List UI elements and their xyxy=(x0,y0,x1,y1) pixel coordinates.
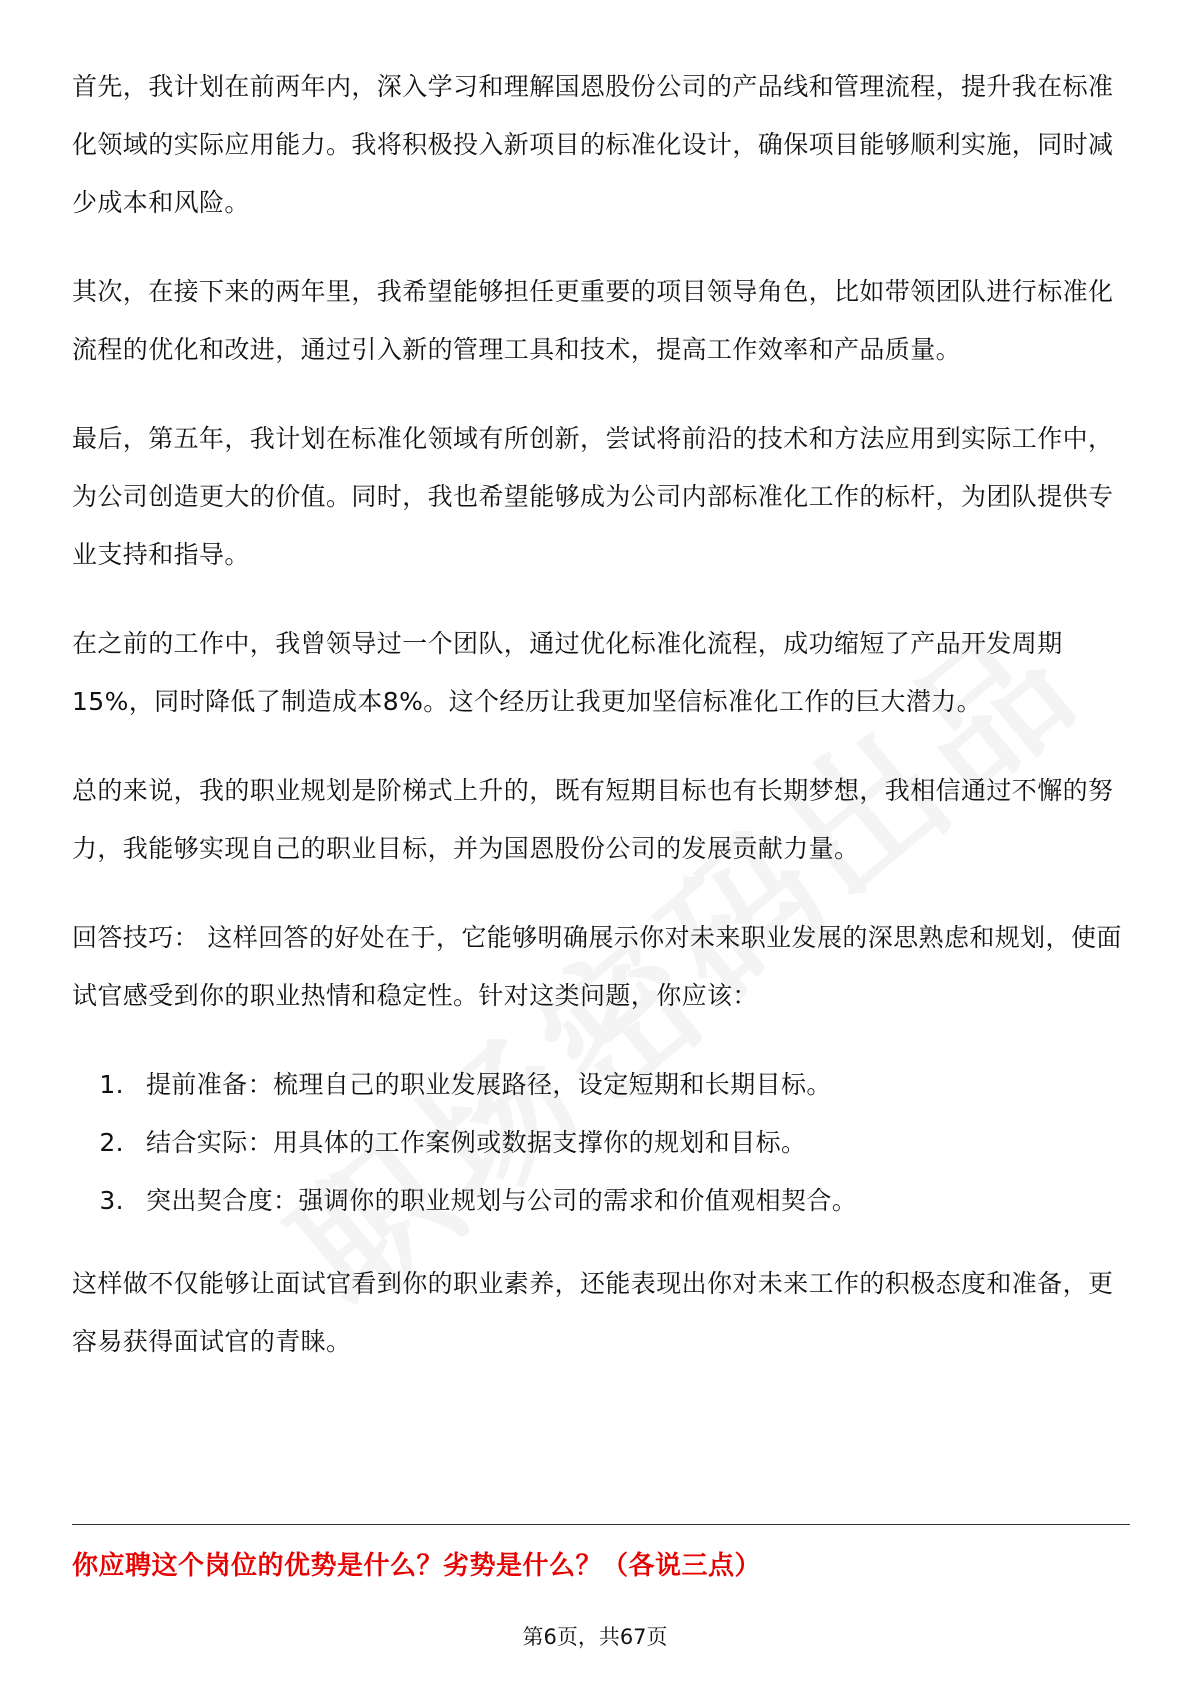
list-text: 结合实际：用具体的工作案例或数据支撑你的规划和目标。 xyxy=(146,1128,807,1157)
paragraph-summary: 总的来说，我的职业规划是阶梯式上升的，既有短期目标也有长期梦想，我相信通过不懈的努力，我能够实现自己的职业目标，并为国恩股份公司的发展贡献力量。 xyxy=(72,776,1114,863)
list-text: 提前准备：梳理自己的职业发展路径，设定短期和长期目标。 xyxy=(146,1070,832,1099)
section-divider xyxy=(72,1524,1130,1525)
list-number: 2. xyxy=(99,1128,124,1157)
list-item xyxy=(72,1114,1132,1172)
paragraph-plan-final: 最后，第五年，我计划在标准化领域有所创新，尝试将前沿的技术和方法应用到实际工作中，为公司创造更大的价值。同时，我也希望能够成为公司内部标准化工作的标杆，为团队提供专业支持和指导。 xyxy=(72,424,1114,569)
list-number: 3. xyxy=(99,1186,124,1215)
question-heading: 你应聘这个岗位的优势是什么？劣势是什么？（各说三点） xyxy=(72,1551,762,1581)
list-item xyxy=(72,1056,1132,1114)
list-text: 突出契合度：强调你的职业规划与公司的需求和价值观相契合。 xyxy=(146,1186,858,1215)
paragraph-plan-first: 首先，我计划在前两年内，深入学习和理解国恩股份公司的产品线和管理流程，提升我在标准化领域的实际应用能力。我将积极投入新项目的标准化设计，确保项目能够顺利实施，同时减少成本和风险。 xyxy=(72,72,1114,217)
paragraph-tips: 回答技巧： 这样回答的好处在于，它能够明确展示你对未来职业发展的深思熟虑和规划，使面试官感受到你的职业热情和稳定性。针对这类问题，你应该： xyxy=(72,923,1122,1010)
paragraph-closing: 这样做不仅能够让面试官看到你的职业素养，还能表现出你对未来工作的积极态度和准备，更容易获得面试官的青睐。 xyxy=(72,1269,1114,1356)
page-number: 第6页，共67页 xyxy=(522,1625,668,1649)
list-number: 1. xyxy=(99,1070,124,1099)
paragraph-experience: 在之前的工作中，我曾领导过一个团队，通过优化标准化流程，成功缩短了产品开发周期15%，同时降低了制造成本8%。这个经历让我更加坚信标准化工作的巨大潜力。 xyxy=(72,629,1063,716)
tips-list xyxy=(72,1056,1132,1230)
document-body xyxy=(72,58,1132,1402)
list-item xyxy=(72,1172,1132,1230)
paragraph-plan-second: 其次，在接下来的两年里，我希望能够担任更重要的项目领导角色，比如带领团队进行标准化流程的优化和改进，通过引入新的管理工具和技术，提高工作效率和产品质量。 xyxy=(72,277,1114,364)
